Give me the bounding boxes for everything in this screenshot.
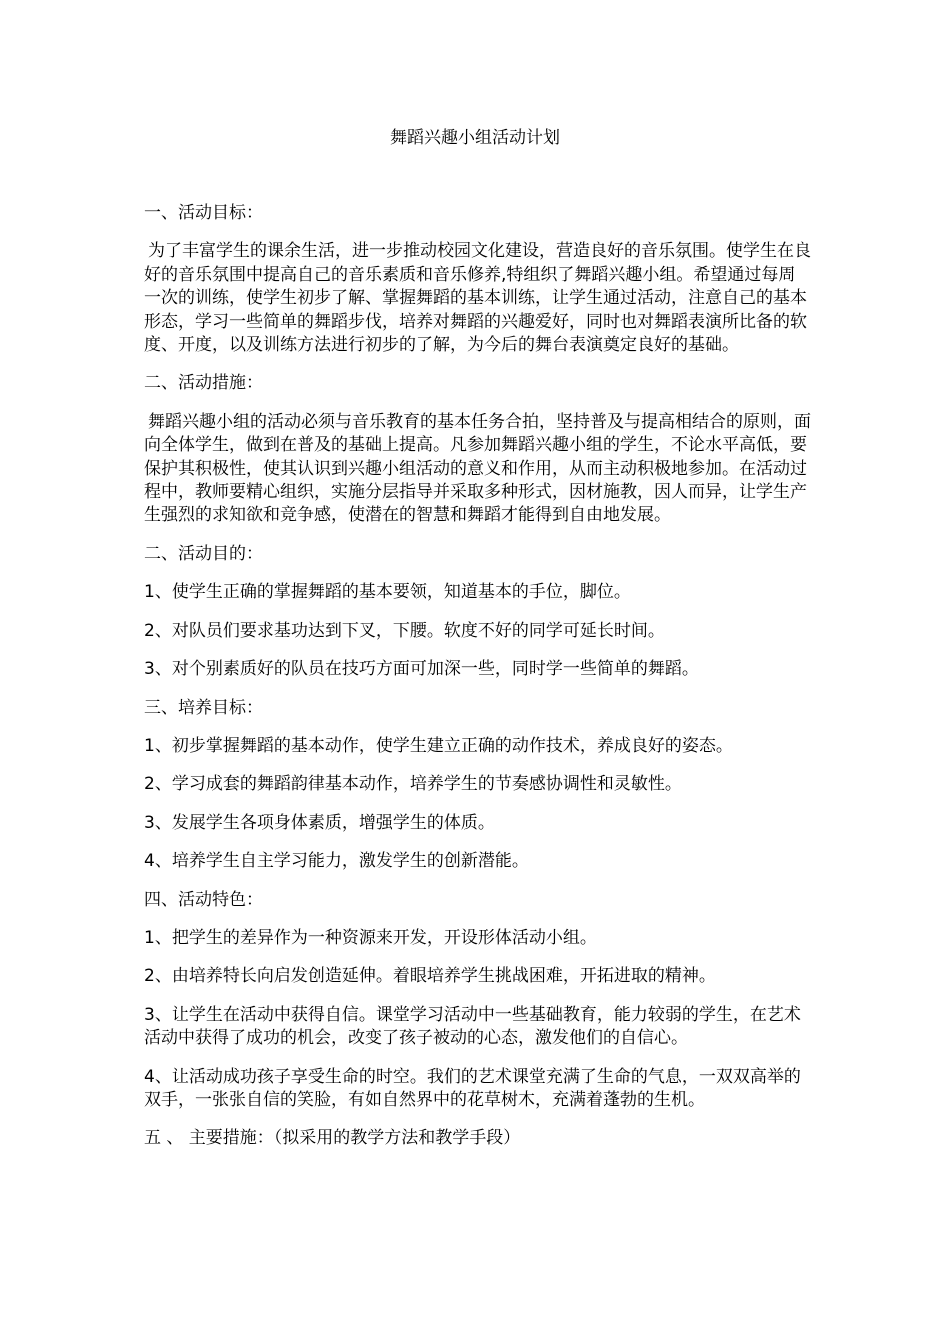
section-heading-training-goals: 三、培养目标： <box>144 697 263 718</box>
training-goal-item: 2、学习成套的舞蹈韵律基本动作，培养学生的节奏感协调性和灵敏性。 <box>144 774 682 795</box>
section-heading-goals: 一、活动目标： <box>144 203 263 223</box>
training-goal-item: 3、发展学生各项身体素质，增强学生的体质。 <box>144 812 495 833</box>
section-heading-features: 四、活动特色： <box>144 889 263 910</box>
document-title: 舞蹈兴趣小组活动计划 <box>390 128 560 148</box>
feature-item: 1、把学生的差异作为一种资源来开发，开设形体活动小组。 <box>144 927 597 948</box>
measures-paragraph: 舞蹈兴趣小组的活动必须与音乐教育的基本任务合拍，坚持普及与提高相结合的原则，面向全体学生，做到在普及的基础上提高。凡参加舞蹈兴趣小组的学生，不论水平高低，要保护其积极性，使其认识到兴趣小组活动的意义和作用，从而主动积极地参加。在活动过程中，教师要精心组织，实施分层指导并采取多种形式，因材施教，因人而异，让学生产生强烈的求知欲和竞争感，使潜在的智慧和舞蹈才能得到自由地发展。 <box>144 411 811 526</box>
feature-item: 2、由培养特长向启发创造延伸。着眼培养学生挑战困难，开拓进取的精神。 <box>144 966 716 987</box>
feature-item: 3、让学生在活动中获得自信。课堂学习活动中一些基础教育，能力较弱的学生，在艺术活动中获得了成功的机会，改变了孩子被动的心态，激发他们的自信心。 <box>144 1004 801 1049</box>
purpose-item: 3、对个别素质好的队员在技巧方面可加深一些，同时学一些简单的舞蹈。 <box>144 659 699 680</box>
goals-paragraph: 为了丰富学生的课余生活，进一步推动校园文化建设，营造良好的音乐氛围。使学生在良好的音乐氛围中提高自己的音乐素质和音乐修养,特组织了舞蹈兴趣小组。希望通过每周一次的训练，使学生初步了解、掌握舞蹈的基本训练，让学生通过活动，注意自己的基本形态，学习一些简单的舞蹈步伐，培养对舞蹈的兴趣爱好，同时也对舞蹈表演所比备的软度、开度，以及训练方法进行初步的了解，为今后的舞台表演奠定良好的基础。 <box>144 241 811 356</box>
training-goal-item: 4、培养学生自主学习能力，激发学生的创新潜能。 <box>144 851 529 872</box>
section-heading-purpose: 二、活动目的： <box>144 543 263 564</box>
section-heading-main-measures: 五 、 主要措施：（拟采用的教学方法和教学手段） <box>144 1128 521 1149</box>
feature-item: 4、让活动成功孩子享受生命的时空。我们的艺术课堂充满了生命的气息，一双双高举的双手，一张张自信的笑脸，有如自然界中的花草树木，充满着蓬勃的生机。 <box>144 1066 801 1110</box>
purpose-item: 1、使学生正确的掌握舞蹈的基本要领，知道基本的手位，脚位。 <box>144 582 631 603</box>
purpose-item: 2、对队员们要求基功达到下叉，下腰。软度不好的同学可延长时间。 <box>144 620 665 641</box>
section-heading-measures: 二、活动措施： <box>144 373 263 394</box>
document-body <box>144 202 812 1166</box>
training-goal-item: 1、初步掌握舞蹈的基本动作，使学生建立正确的动作技术，养成良好的姿态。 <box>144 735 733 756</box>
